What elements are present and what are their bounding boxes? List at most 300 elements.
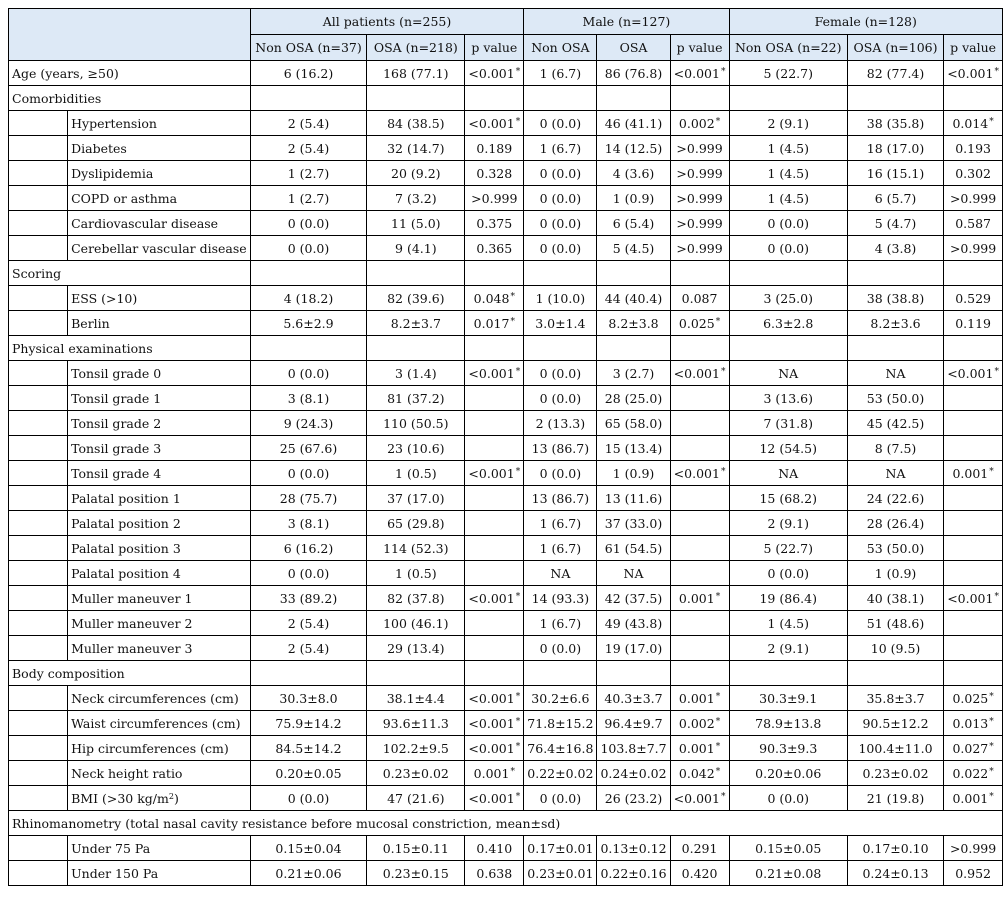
table-row: [9, 611, 1003, 636]
indent-cell: [9, 561, 68, 586]
table-cell: NA: [847, 461, 943, 486]
table-cell: 15 (13.4): [597, 436, 670, 461]
table-cell: 90.3±9.3: [729, 736, 847, 761]
row-label: Cerebellar vascular disease: [68, 236, 251, 261]
table-cell: 1 (4.5): [729, 136, 847, 161]
table-cell: 0 (0.0): [524, 361, 597, 386]
table-cell: 1 (0.5): [367, 461, 465, 486]
table-cell: 0.21±0.08: [729, 861, 847, 886]
table-row: [9, 761, 1003, 786]
empty-cell: [847, 661, 943, 686]
table-cell: >0.999: [670, 186, 729, 211]
table-cell: 0.15±0.04: [250, 836, 367, 861]
table-cell: [670, 536, 729, 561]
table-cell: 33 (89.2): [250, 586, 367, 611]
empty-cell: [729, 336, 847, 361]
empty-cell: [524, 336, 597, 361]
table-cell: 0.291: [670, 836, 729, 861]
table-cell: 0.087: [670, 286, 729, 311]
table-cell: 0.001*: [670, 586, 729, 611]
table-cell: 0.587: [944, 211, 1003, 236]
table-cell: 110 (50.5): [367, 411, 465, 436]
table-cell: 0.017*: [465, 311, 524, 336]
significance-marker: *: [720, 791, 726, 802]
col-male-non-osa: Non OSA: [524, 35, 597, 61]
table-cell: 5 (22.7): [729, 536, 847, 561]
empty-cell: [670, 661, 729, 686]
table-cell: 6 (16.2): [250, 536, 367, 561]
table-cell: 3 (1.4): [367, 361, 465, 386]
indent-cell: [9, 861, 68, 886]
table-cell: 45 (42.5): [847, 411, 943, 436]
row-label: Tonsil grade 3: [68, 436, 251, 461]
significance-marker: *: [515, 691, 521, 702]
table-cell: NA: [729, 361, 847, 386]
table-cell: 0.952: [944, 861, 1003, 886]
table-cell: 0.15±0.11: [367, 836, 465, 861]
table-cell: 100.4±11.0: [847, 736, 943, 761]
table-cell: NA: [847, 361, 943, 386]
table-cell: 1 (4.5): [729, 161, 847, 186]
indent-cell: [9, 136, 68, 161]
table-cell: 0.15±0.05: [729, 836, 847, 861]
table-cell: 0.193: [944, 136, 1003, 161]
indent-cell: [9, 311, 68, 336]
table-cell: 30.3±9.1: [729, 686, 847, 711]
table-cell: 0 (0.0): [729, 236, 847, 261]
table-cell: 0.22±0.02: [524, 761, 597, 786]
table-cell: <0.001*: [465, 586, 524, 611]
significance-marker: *: [715, 716, 721, 727]
table-cell: <0.001*: [465, 736, 524, 761]
table-cell: [465, 511, 524, 536]
table-cell: [944, 536, 1003, 561]
table-cell: [670, 386, 729, 411]
table-cell: [944, 611, 1003, 636]
table-cell: [670, 511, 729, 536]
significance-marker: *: [515, 716, 521, 727]
table-cell: 42 (37.5): [597, 586, 670, 611]
significance-marker: *: [720, 466, 726, 477]
section-row: [9, 261, 1003, 286]
table-cell: 53 (50.0): [847, 386, 943, 411]
indent-cell: [9, 511, 68, 536]
significance-marker: *: [989, 466, 994, 477]
indent-cell: [9, 361, 68, 386]
section-label: Physical examinations: [9, 336, 251, 361]
table-cell: >0.999: [670, 161, 729, 186]
empty-cell: [670, 336, 729, 361]
table-cell: <0.001*: [465, 711, 524, 736]
indent-cell: [9, 636, 68, 661]
table-cell: 0 (0.0): [524, 786, 597, 811]
table-cell: [944, 511, 1003, 536]
table-row: [9, 586, 1003, 611]
table-cell: 0.24±0.02: [597, 761, 670, 786]
table-row: [9, 836, 1003, 861]
header-group-all: All patients (n=255): [250, 9, 524, 35]
table-cell: 3 (2.7): [597, 361, 670, 386]
table-cell: 0.375: [465, 211, 524, 236]
table-cell: 0 (0.0): [250, 461, 367, 486]
row-label: Neck height ratio: [68, 761, 251, 786]
empty-cell: [847, 336, 943, 361]
significance-marker: *: [720, 366, 726, 377]
table-cell: 0 (0.0): [729, 211, 847, 236]
table-cell: 1 (0.9): [847, 561, 943, 586]
significance-marker: *: [989, 116, 994, 127]
table-cell: [944, 386, 1003, 411]
table-cell: 3 (8.1): [250, 511, 367, 536]
table-cell: 0 (0.0): [250, 561, 367, 586]
table-cell: 1 (6.7): [524, 61, 597, 86]
table-row: [9, 286, 1003, 311]
table-cell: 8 (7.5): [847, 436, 943, 461]
col-female-p-value: p value: [944, 35, 1003, 61]
table-cell: 18 (17.0): [847, 136, 943, 161]
indent-cell: [9, 436, 68, 461]
table-cell: 0 (0.0): [250, 236, 367, 261]
table-cell: 5 (4.7): [847, 211, 943, 236]
table-cell: 5.6±2.9: [250, 311, 367, 336]
table-cell: 65 (58.0): [597, 411, 670, 436]
table-cell: 0.189: [465, 136, 524, 161]
header-group-female: Female (n=128): [729, 9, 1002, 35]
table-cell: 71.8±15.2: [524, 711, 597, 736]
table-cell: 0 (0.0): [729, 786, 847, 811]
table-cell: 0 (0.0): [524, 211, 597, 236]
row-label: ESS (>10): [68, 286, 251, 311]
col-female-osa: OSA (n=106): [847, 35, 943, 61]
significance-marker: *: [720, 66, 726, 77]
table-cell: <0.001*: [670, 61, 729, 86]
table-cell: 84 (38.5): [367, 111, 465, 136]
table-cell: 0.23±0.02: [847, 761, 943, 786]
table-cell: 2 (5.4): [250, 136, 367, 161]
table-cell: 0.529: [944, 286, 1003, 311]
table-cell: 0.048*: [465, 286, 524, 311]
table-cell: NA: [729, 461, 847, 486]
significance-marker: *: [515, 591, 521, 602]
table-cell: [670, 561, 729, 586]
table-cell: [465, 436, 524, 461]
table-cell: <0.001*: [944, 361, 1003, 386]
table-cell: >0.999: [670, 236, 729, 261]
table-cell: 21 (19.8): [847, 786, 943, 811]
table-cell: 75.9±14.2: [250, 711, 367, 736]
row-label: Under 150 Pa: [68, 861, 251, 886]
table-cell: 0 (0.0): [250, 361, 367, 386]
table-cell: 103.8±7.7: [597, 736, 670, 761]
table-cell: 0.328: [465, 161, 524, 186]
table-cell: 0.001*: [465, 761, 524, 786]
significance-marker: *: [715, 766, 721, 777]
col-male-osa: OSA: [597, 35, 670, 61]
table-cell: [944, 436, 1003, 461]
header-group-row: [9, 9, 1003, 35]
table-cell: 0.014*: [944, 111, 1003, 136]
table-cell: 0 (0.0): [729, 561, 847, 586]
significance-marker: *: [510, 291, 515, 302]
significance-marker: *: [994, 591, 999, 602]
row-label: Hip circumferences (cm): [68, 736, 251, 761]
table-cell: 2 (9.1): [729, 511, 847, 536]
significance-marker: *: [510, 766, 515, 777]
indent-cell: [9, 386, 68, 411]
section-label: Comorbidities: [9, 86, 251, 111]
table-cell: 82 (77.4): [847, 61, 943, 86]
table-cell: 32 (14.7): [367, 136, 465, 161]
row-label: Tonsil grade 2: [68, 411, 251, 436]
table-cell: <0.001*: [670, 786, 729, 811]
table-cell: >0.999: [670, 211, 729, 236]
table-cell: 0.20±0.06: [729, 761, 847, 786]
row-label: Tonsil grade 4: [68, 461, 251, 486]
table-cell: 30.2±6.6: [524, 686, 597, 711]
empty-cell: [524, 86, 597, 111]
table-row: [9, 736, 1003, 761]
table-cell: [944, 411, 1003, 436]
empty-cell: [597, 661, 670, 686]
table-cell: 84.5±14.2: [250, 736, 367, 761]
table-cell: 0.042*: [670, 761, 729, 786]
table-cell: 53 (50.0): [847, 536, 943, 561]
table-row: [9, 511, 1003, 536]
table-row: [9, 411, 1003, 436]
table-row: [9, 561, 1003, 586]
section-row: [9, 336, 1003, 361]
indent-cell: [9, 786, 68, 811]
row-label: Waist circumferences (cm): [68, 711, 251, 736]
table-cell: <0.001*: [465, 61, 524, 86]
table-cell: 3.0±1.4: [524, 311, 597, 336]
indent-cell: [9, 736, 68, 761]
table-cell: 46 (41.1): [597, 111, 670, 136]
table-cell: 24 (22.6): [847, 486, 943, 511]
table-cell: 0 (0.0): [524, 236, 597, 261]
table-cell: 2 (5.4): [250, 111, 367, 136]
table-cell: 1 (2.7): [250, 161, 367, 186]
table-cell: [670, 411, 729, 436]
table-cell: 0.20±0.05: [250, 761, 367, 786]
empty-cell: [597, 261, 670, 286]
significance-marker: *: [989, 791, 994, 802]
table-cell: 19 (86.4): [729, 586, 847, 611]
row-label: BMI (>30 $kg/m^2$): [68, 786, 251, 811]
table-cell: <0.001*: [670, 461, 729, 486]
table-cell: 0 (0.0): [524, 636, 597, 661]
row-label: COPD or asthma: [68, 186, 251, 211]
significance-marker: *: [715, 591, 721, 602]
indent-cell: [9, 161, 68, 186]
empty-cell: [465, 336, 524, 361]
table-cell: >0.999: [944, 186, 1003, 211]
row-label: Age (years, ≥50): [9, 61, 251, 86]
table-cell: 4 (18.2): [250, 286, 367, 311]
indent-cell: [9, 686, 68, 711]
section-row: [9, 811, 1003, 836]
empty-cell: [670, 86, 729, 111]
table-cell: 5 (4.5): [597, 236, 670, 261]
table-cell: 35.8±3.7: [847, 686, 943, 711]
table-cell: 44 (40.4): [597, 286, 670, 311]
table-cell: 2 (9.1): [729, 636, 847, 661]
significance-marker: *: [989, 691, 994, 702]
table-cell: 1 (2.7): [250, 186, 367, 211]
table-cell: 168 (77.1): [367, 61, 465, 86]
col-female-non-osa: Non OSA (n=22): [729, 35, 847, 61]
table-cell: <0.001*: [465, 461, 524, 486]
table-cell: 6.3±2.8: [729, 311, 847, 336]
significance-marker: *: [715, 691, 721, 702]
section-label: Scoring: [9, 261, 251, 286]
table-row: [9, 486, 1003, 511]
table-cell: 13 (86.7): [524, 486, 597, 511]
col-all-osa: OSA (n=218): [367, 35, 465, 61]
table-cell: [465, 636, 524, 661]
table-cell: 29 (13.4): [367, 636, 465, 661]
table-row: [9, 211, 1003, 236]
empty-cell: [250, 86, 367, 111]
table-cell: 0 (0.0): [524, 161, 597, 186]
table-cell: 65 (29.8): [367, 511, 465, 536]
table-row: [9, 61, 1003, 86]
empty-cell: [944, 261, 1003, 286]
significance-marker: *: [515, 116, 521, 127]
table-cell: 82 (37.8): [367, 586, 465, 611]
table-cell: 38 (35.8): [847, 111, 943, 136]
table-cell: [465, 486, 524, 511]
table-cell: 96.4±9.7: [597, 711, 670, 736]
data-table: [8, 8, 1003, 886]
empty-cell: [524, 661, 597, 686]
table-cell: [944, 561, 1003, 586]
section-label: Body composition: [9, 661, 251, 686]
row-label: Berlin: [68, 311, 251, 336]
table-cell: 14 (12.5): [597, 136, 670, 161]
table-cell: >0.999: [670, 136, 729, 161]
table-cell: 1 (6.7): [524, 611, 597, 636]
indent-cell: [9, 461, 68, 486]
table-cell: [465, 611, 524, 636]
table-cell: [465, 386, 524, 411]
row-label: Tonsil grade 0: [68, 361, 251, 386]
table-cell: 0.025*: [944, 686, 1003, 711]
row-label: Diabetes: [68, 136, 251, 161]
table-cell: 2 (9.1): [729, 111, 847, 136]
empty-cell: [847, 261, 943, 286]
table-cell: 0 (0.0): [524, 386, 597, 411]
empty-cell: [597, 86, 670, 111]
empty-cell: [729, 261, 847, 286]
table-cell: 0 (0.0): [250, 211, 367, 236]
table-cell: 3 (25.0): [729, 286, 847, 311]
table-cell: 28 (75.7): [250, 486, 367, 511]
table-cell: 0.365: [465, 236, 524, 261]
table-cell: 3 (13.6): [729, 386, 847, 411]
significance-marker: *: [515, 741, 521, 752]
table-cell: 0.23±0.01: [524, 861, 597, 886]
table-cell: 0.002*: [670, 711, 729, 736]
significance-marker: *: [994, 66, 999, 77]
table-cell: 3 (8.1): [250, 386, 367, 411]
table-cell: 12 (54.5): [729, 436, 847, 461]
table-row: [9, 461, 1003, 486]
significance-marker: *: [515, 791, 521, 802]
empty-cell: [465, 661, 524, 686]
table-row: [9, 386, 1003, 411]
table-cell: 11 (5.0): [367, 211, 465, 236]
table-row: [9, 786, 1003, 811]
table-cell: <0.001*: [670, 361, 729, 386]
table-cell: [670, 611, 729, 636]
significance-marker: *: [994, 366, 999, 377]
table-cell: 2 (5.4): [250, 636, 367, 661]
table-cell: 37 (33.0): [597, 511, 670, 536]
empty-cell: [847, 86, 943, 111]
table-cell: 6 (5.7): [847, 186, 943, 211]
empty-cell: [597, 336, 670, 361]
table-cell: 81 (37.2): [367, 386, 465, 411]
table-row: [9, 311, 1003, 336]
table-cell: 1 (6.7): [524, 511, 597, 536]
table-cell: 2 (13.3): [524, 411, 597, 436]
table-cell: 49 (43.8): [597, 611, 670, 636]
table-cell: 19 (17.0): [597, 636, 670, 661]
significance-marker: *: [515, 366, 521, 377]
table-cell: 8.2±3.6: [847, 311, 943, 336]
table-cell: 0.22±0.16: [597, 861, 670, 886]
table-cell: 4 (3.6): [597, 161, 670, 186]
table-cell: 0 (0.0): [524, 111, 597, 136]
table-cell: >0.999: [944, 236, 1003, 261]
indent-cell: [9, 761, 68, 786]
table-cell: <0.001*: [465, 786, 524, 811]
table-cell: 6 (16.2): [250, 61, 367, 86]
table-cell: [670, 436, 729, 461]
table-cell: 30.3±8.0: [250, 686, 367, 711]
row-label: Neck circumferences (cm): [68, 686, 251, 711]
table-cell: 40.3±3.7: [597, 686, 670, 711]
table-cell: 0.410: [465, 836, 524, 861]
section-row: [9, 661, 1003, 686]
row-label: Palatal position 2: [68, 511, 251, 536]
significance-marker: *: [715, 116, 721, 127]
indent-cell: [9, 211, 68, 236]
row-label: Muller maneuver 2: [68, 611, 251, 636]
table-cell: 40 (38.1): [847, 586, 943, 611]
indent-cell: [9, 711, 68, 736]
table-cell: 0.001*: [944, 786, 1003, 811]
table-row: [9, 686, 1003, 711]
table-cell: [465, 536, 524, 561]
table-cell: 4 (3.8): [847, 236, 943, 261]
significance-marker: *: [715, 316, 721, 327]
empty-cell: [944, 336, 1003, 361]
table-row: [9, 361, 1003, 386]
table-cell: 82 (39.6): [367, 286, 465, 311]
table-cell: 90.5±12.2: [847, 711, 943, 736]
empty-cell: [524, 261, 597, 286]
table-cell: 1 (0.5): [367, 561, 465, 586]
table-cell: 0.24±0.13: [847, 861, 943, 886]
significance-marker: *: [510, 316, 515, 327]
table-cell: 37 (17.0): [367, 486, 465, 511]
indent-cell: [9, 836, 68, 861]
empty-cell: [367, 336, 465, 361]
empty-cell: [250, 336, 367, 361]
table-cell: 25 (67.6): [250, 436, 367, 461]
